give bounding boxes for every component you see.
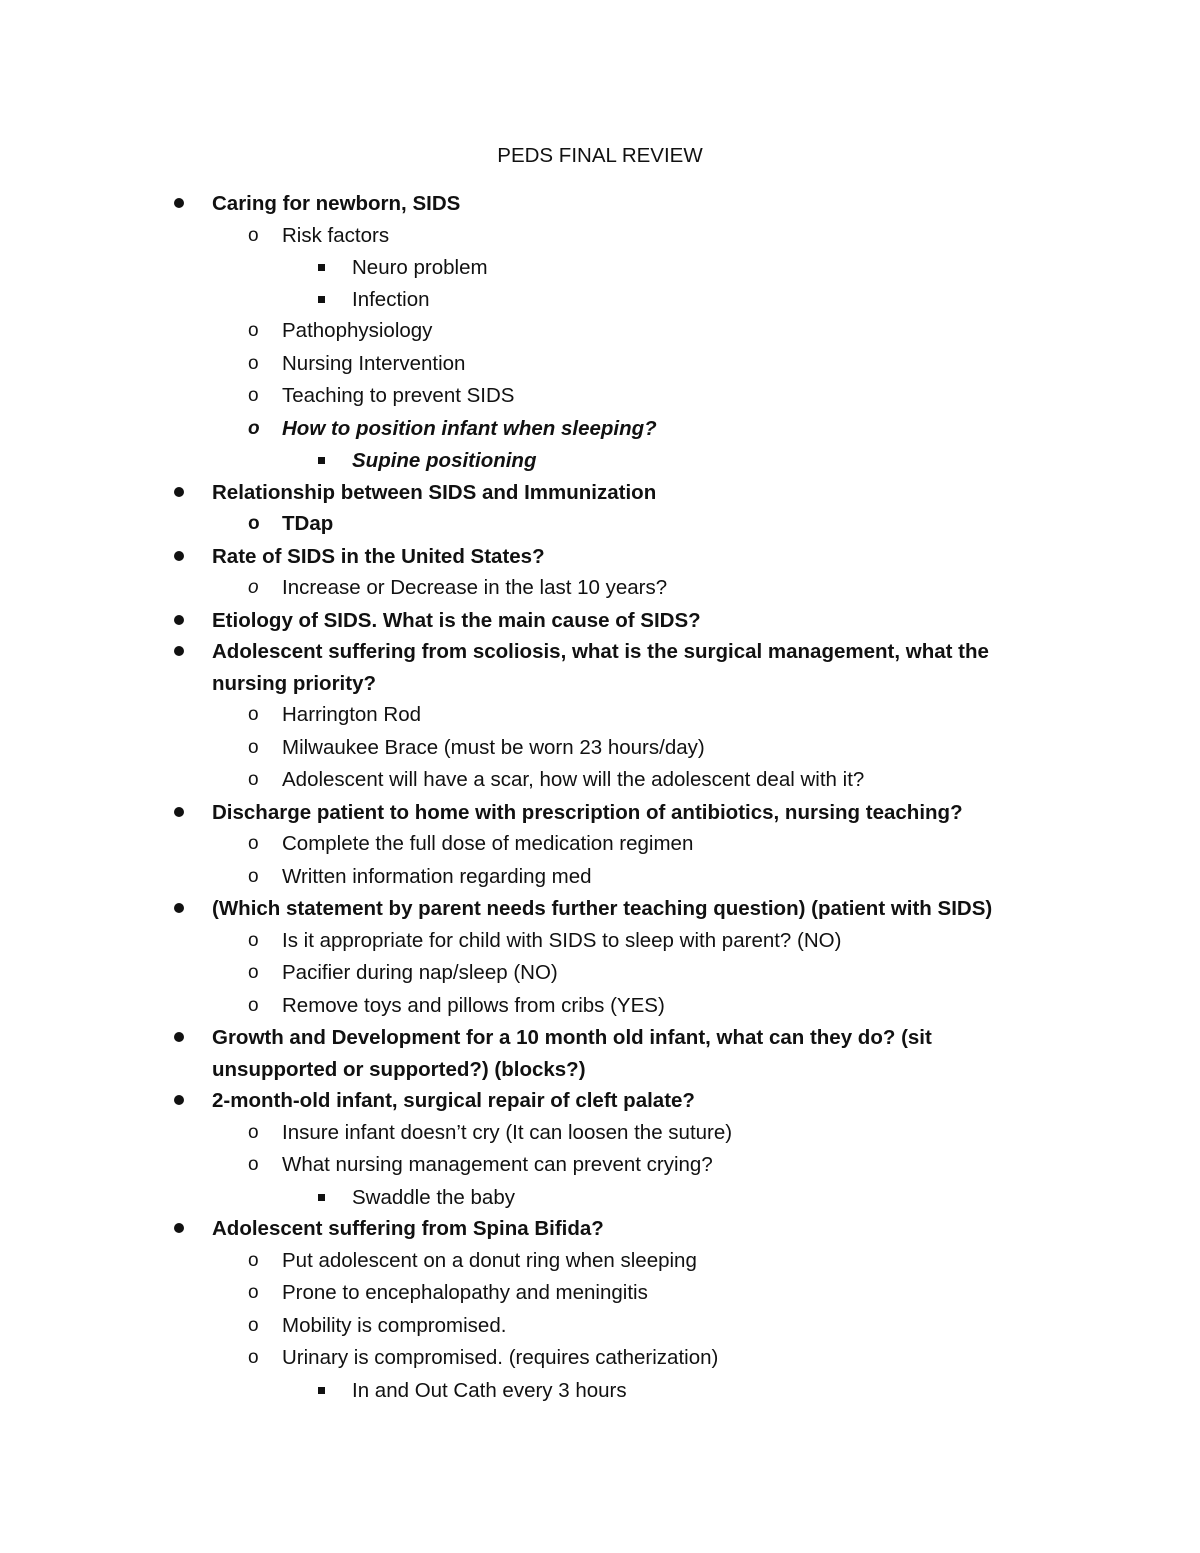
outline-item	[0, 1213, 1012, 1406]
circle-bullet-icon: o	[248, 352, 259, 374]
subsub-item-text: In and Out Cath every 3 hours	[352, 1378, 627, 1402]
sub-item	[248, 764, 1012, 797]
sub-item-text: Pacifier during nap/sleep (NO)	[282, 961, 558, 984]
sub-item	[248, 925, 1012, 958]
bullet-icon	[174, 1032, 184, 1042]
square-bullet-icon	[318, 264, 325, 271]
bullet-icon	[174, 903, 184, 913]
bullet-icon	[174, 551, 184, 561]
sub-item-text: TDap	[282, 512, 334, 535]
square-bullet-icon	[318, 1194, 325, 1201]
sub-item	[248, 348, 1012, 381]
circle-bullet-icon: o	[248, 224, 259, 246]
outline-item-text: (Which statement by parent needs further teaching question) (patient with SIDS)	[212, 897, 993, 920]
sub-item-text: Milwaukee Brace (must be worn 23 hours/day)	[282, 735, 705, 759]
outline-item-text: Growth and Development for a 10 month old infant, what can they do? (sit unsupported or supported?) (blocks?)	[212, 1026, 932, 1081]
outline-item-text: Adolescent suffering from scoliosis, what is the surgical management, what the nursing priority?	[212, 640, 989, 695]
subsub-list	[352, 445, 1012, 477]
sub-item-text: Pathophysiology	[282, 319, 433, 342]
square-bullet-icon	[318, 1387, 325, 1394]
outline-item-text: Relationship between SIDS and Immunization	[212, 480, 657, 504]
circle-bullet-icon: o	[248, 1314, 259, 1336]
sub-list	[248, 828, 1012, 893]
subsub-item	[352, 284, 1012, 316]
sub-list	[248, 508, 1012, 541]
bullet-icon	[174, 198, 184, 208]
circle-bullet-icon: o	[248, 962, 259, 983]
subsub-item	[352, 252, 1012, 284]
outline-item-text: Etiology of SIDS. What is the main cause of SIDS?	[212, 608, 701, 632]
sub-item-text: Nursing Intervention	[282, 351, 466, 375]
sub-item-text: Increase or Decrease in the last 10 years?	[282, 576, 668, 599]
sub-item-text: Remove toys and pillows from cribs (YES)	[282, 993, 665, 1017]
sub-list	[248, 220, 1012, 477]
review-outline	[0, 188, 1200, 1406]
subsub-item	[352, 1375, 1012, 1407]
sub-item	[248, 1149, 1012, 1213]
sub-item	[248, 380, 1012, 413]
sub-item-text: Mobility is compromised.	[282, 1313, 507, 1337]
sub-item	[248, 315, 1012, 348]
sub-item	[248, 220, 1012, 316]
square-bullet-icon	[318, 296, 325, 303]
sub-item-text: Risk factors	[282, 223, 390, 247]
subsub-list	[352, 252, 1012, 315]
outline-item-text: Discharge patient to home with prescription of antibiotics, nursing teaching?	[212, 800, 963, 824]
circle-bullet-icon: o	[248, 736, 259, 758]
sub-item	[248, 1117, 1012, 1150]
sub-item-text: Insure infant doesn’t cry (It can loosen the suture)	[282, 1120, 733, 1144]
sub-item-text: Urinary is compromised. (requires catherization)	[282, 1346, 719, 1369]
square-bullet-icon	[318, 457, 325, 464]
outline-item	[0, 541, 1012, 605]
subsub-item-text: Swaddle the baby	[352, 1185, 515, 1209]
circle-bullet-icon: o	[248, 929, 259, 951]
subsub-list	[352, 1375, 1012, 1407]
circle-bullet-icon: o	[248, 577, 259, 598]
outline-item	[0, 188, 1012, 477]
sub-item	[248, 1310, 1012, 1343]
circle-bullet-icon: o	[248, 513, 260, 534]
circle-bullet-icon: o	[248, 1282, 259, 1303]
subsub-item-text: Infection	[352, 287, 430, 311]
sub-item	[248, 699, 1012, 732]
circle-bullet-icon: o	[248, 1249, 259, 1271]
circle-bullet-icon: o	[248, 1121, 259, 1143]
sub-list	[248, 1245, 1012, 1407]
sub-item-text: Harrington Rod	[282, 703, 422, 726]
bullet-icon	[174, 1095, 184, 1105]
sub-item-text: Is it appropriate for child with SIDS to sleep with parent? (NO)	[282, 928, 842, 952]
sub-item	[248, 1277, 1012, 1310]
outline-item	[0, 605, 1012, 637]
sub-item	[248, 861, 1012, 894]
sub-item-text: How to position infant when sleeping?	[282, 416, 657, 440]
outline-item-text: 2-month-old infant, surgical repair of cleft palate?	[212, 1089, 695, 1112]
circle-bullet-icon: o	[248, 1154, 259, 1175]
sub-item	[248, 828, 1012, 861]
outline-item	[0, 1022, 1012, 1085]
sub-list	[248, 1117, 1012, 1214]
outline-item	[0, 636, 1012, 797]
sub-list	[248, 699, 1012, 797]
subsub-list	[352, 1182, 1012, 1214]
subsub-item	[352, 445, 1012, 477]
circle-bullet-icon: o	[248, 704, 259, 725]
outline-item	[0, 477, 1012, 541]
sub-item	[248, 990, 1012, 1023]
sub-item-text: Complete the full dose of medication regimen	[282, 832, 694, 855]
outline-item	[0, 797, 1012, 894]
outline-item	[0, 893, 1012, 1022]
document-title: PEDS FINAL REVIEW	[497, 144, 703, 167]
sub-item	[248, 413, 1012, 477]
outline-item	[0, 1085, 1012, 1213]
circle-bullet-icon: o	[248, 865, 259, 887]
sub-item-text: Teaching to prevent SIDS	[282, 384, 515, 407]
bullet-icon	[174, 487, 184, 497]
bullet-icon	[174, 1223, 184, 1233]
subsub-item	[352, 1182, 1012, 1214]
sub-item-text: What nursing management can prevent crying?	[282, 1153, 713, 1176]
sub-item	[248, 957, 1012, 990]
sub-item	[248, 508, 1012, 541]
sub-item-text: Put adolescent on a donut ring when sleeping	[282, 1248, 697, 1272]
circle-bullet-icon: o	[248, 417, 260, 439]
circle-bullet-icon: o	[248, 994, 259, 1016]
circle-bullet-icon: o	[248, 1347, 259, 1368]
sub-item-text: Adolescent will have a scar, how will the adolescent deal with it?	[282, 768, 865, 791]
sub-item	[248, 1245, 1012, 1278]
bullet-icon	[174, 646, 184, 656]
outline-item-text: Rate of SIDS in the United States?	[212, 544, 545, 568]
bullet-icon	[174, 615, 184, 625]
subsub-item-text: Neuro problem	[352, 256, 488, 279]
sub-list	[248, 572, 1012, 605]
sub-list	[248, 925, 1012, 1023]
circle-bullet-icon: o	[248, 385, 259, 406]
sub-item-text: Written information regarding med	[282, 864, 592, 888]
sub-item	[248, 1342, 1012, 1406]
bullet-icon	[174, 807, 184, 817]
circle-bullet-icon: o	[248, 769, 259, 790]
sub-item	[248, 732, 1012, 765]
circle-bullet-icon: o	[248, 320, 259, 341]
outline-item-text: Caring for newborn, SIDS	[212, 192, 461, 215]
sub-item	[248, 572, 1012, 605]
circle-bullet-icon: o	[248, 833, 259, 854]
outline-item-text: Adolescent suffering from Spina Bifida?	[212, 1217, 604, 1240]
subsub-item-text: Supine positioning	[352, 449, 537, 472]
sub-item-text: Prone to encephalopathy and meningitis	[282, 1281, 648, 1304]
